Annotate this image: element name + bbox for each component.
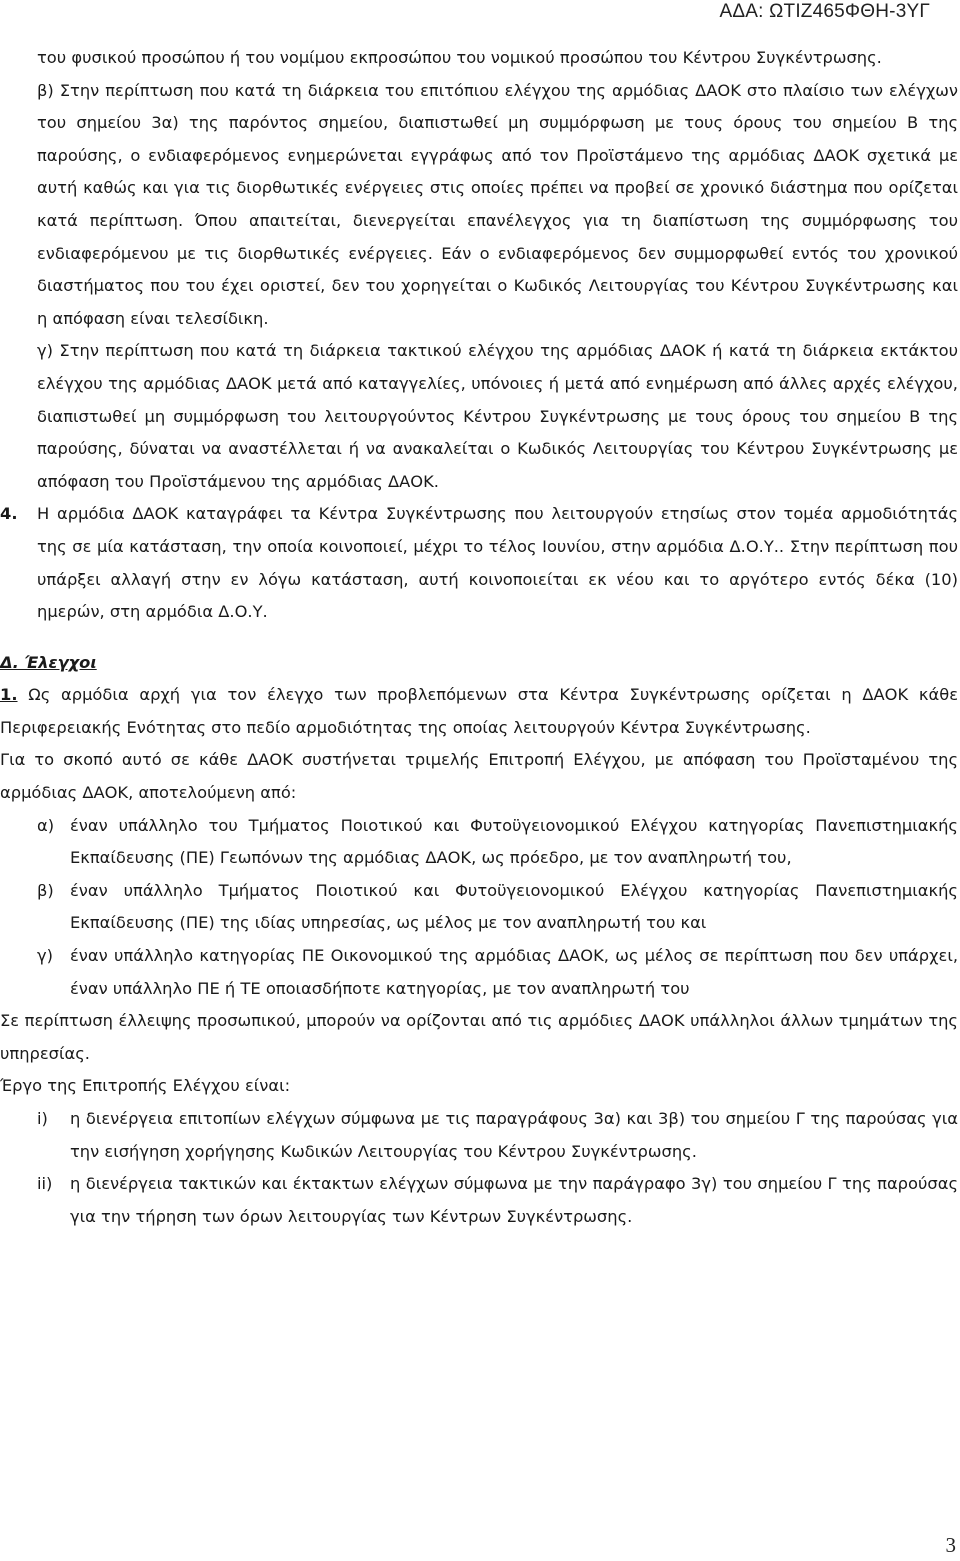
page-number: 3 xyxy=(945,1533,956,1557)
list-item-b xyxy=(0,875,958,940)
list-item-c-text: έναν υπάλληλο κατηγορίας ΠΕ Οικονομικού της αρμόδιας ΔΑΟΚ, ως μέλος σε περίπτωση που δεν υπάρχει, έναν υπάλληλο ΠΕ ή ΤΕ οποιασδήποτε κατηγορίας, με τον αναπληρωτή του xyxy=(70,946,958,998)
staff-paragraph: Σε περίπτωση έλλειψης προσωπικού, μπορούν να ορίζονται από τις αρμόδιες ΔΑΟΚ υπάλληλοι άλλων τμημάτων της υπηρεσίας. xyxy=(0,1011,958,1063)
duty-item-i-label: i) xyxy=(37,1109,48,1128)
list-item-c xyxy=(0,940,958,1005)
duties-intro: Έργο της Επιτροπής Ελέγχου είναι: xyxy=(0,1076,291,1096)
duty-item-i xyxy=(0,1103,958,1168)
section-heading: Δ. Έλεγχοι xyxy=(0,652,97,672)
duty-item-ii-text: η διενέργεια τακτικών και έκτακτων ελέγχων σύμφωνα με την παράγραφο 3γ) του σημείου Γ της παρούσας για την τήρηση των όρων λειτουργίας των Κέντρων Συγκέντρωσης. xyxy=(70,1174,958,1226)
duty-item-ii xyxy=(0,1168,958,1233)
list-item-b-label: β) xyxy=(37,880,54,900)
item-4-text: Η αρμόδια ΔΑΟΚ καταγράφει τα Κέντρα Συγκέντρωσης που λειτουργούν ετησίως στον τομέα αρμοδιότητάς της σε μία κατάσταση, την οποία κοινοποιεί, μέχρι το τέλος Ιουνίου, στην αρμόδια Δ.Ο.Υ.. Στην περίπτωση που υπάρξει αλλαγή στην εν λόγω κατάσταση, αυτή κοινοποιείται εκ νέου και το αργότερο εντός δέκα (10) ημερών, στη αρμόδια Δ.Ο.Υ. xyxy=(37,504,958,622)
paragraph-c: γ) Στην περίπτωση που κατά τη διάρκεια τακτικού ελέγχου της αρμόδιας ΔΑΟΚ ή κατά τη διάρκεια εκτάκτου ελέγχου της αρμόδιας ΔΑΟΚ μετά από καταγγελίες, υπόνοιες ή μετά από ενημέρωση από άλλες αρχές ελέγχου, διαπιστωθεί μη συμμόρφωση του λειτουργούντος Κέντρου Συγκέντρωσης με τους όρους του σημείου Β της παρούσης, δύναται να αναστέλλεται ή να ανακαλείται ο Κωδικός Λειτουργίας του Κέντρου Συγκέντρωσης με απόφαση του Προϊστάμενου της αρμόδιας ΔΑΟΚ. xyxy=(37,341,958,491)
duty-item-i-text: η διενέργεια επιτοπίων ελέγχων σύμφωνα με τις παραγράφους 3α) και 3β) του σημείου Γ της παρούσας για την εισήγηση χορήγησης Κωδικών Λειτουργίας του Κέντρου Συγκέντρωσης. xyxy=(70,1109,958,1161)
item-4 xyxy=(0,498,958,628)
document-body xyxy=(0,42,958,1233)
duty-item-ii-label: ii) xyxy=(37,1174,53,1194)
list-item-c-label: γ) xyxy=(37,946,53,966)
paragraph-b: β) Στην περίπτωση που κατά τη διάρκεια του επιτόπιου ελέγχου της αρμόδιας ΔΑΟΚ στο πλαίσιο των ελέγχων του σημείου 3α) της παρόντος σημείου, διαπιστωθεί μη συμμόρφωση με τους όρους του σημείου Β της παρούσης, ο ενδιαφερόμενος ενημερώνεται εγγράφως από τον Προϊστάμενο της αρμόδιας ΔΑΟΚ σχετικά με αυτή καθώς και για τις διορθωτικές ενέργειες στις οποίες πρέπει να προβεί σε χρονικό διάστημα που ορίζεται κατά περίπτωση. Όπου απαιτείται, διενεργείται επανέλεγχος για τη διαπίστωση της συμμόρφωσης του ενδιαφερόμενου με τις διορθωτικές ενέργειες. Εάν ο ενδιαφερόμενος δεν συμμορφωθεί εντός του χρονικού διαστήματος που του έχει οριστεί, δεν του χορηγείται ο Κωδικός Λειτουργίας του Κέντρου Συγκέντρωσης και η απόφαση είναι τελεσίδικη. xyxy=(37,80,958,328)
list-item-b-text: έναν υπάλληλο Τμήματος Ποιοτικού και Φυτοϋγειονομικού Ελέγχου κατηγορίας Πανεπιστημιακής Εκπαίδευσης (ΠΕ) της ιδίας υπηρεσίας, ως μέλος με τον αναπληρωτή του και xyxy=(70,880,958,933)
paragraph-continuation: του φυσικού προσώπου ή του νομίμου εκπροσώπου του νομικού προσώπου του Κέντρου Συγκέντρωσης. xyxy=(37,48,882,67)
section-d-item-1-text: Ως αρμόδια αρχή για τον έλεγχο των προβλεπόμενων στα Κέντρα Συγκέντρωσης ορίζεται η ΔΑΟΚ κάθε Περιφερειακής Ενότητας στο πεδίο αρμοδιότητας της οποίας λειτουργούν Κέντρα Συγκέντρωσης. xyxy=(0,685,958,737)
committee-paragraph: Για το σκοπό αυτό σε κάθε ΔΑΟΚ συστήνεται τριμελής Επιτροπή Ελέγχου, με απόφαση του Προϊσταμένου της αρμόδιας ΔΑΟΚ, αποτελούμενη από: xyxy=(0,750,958,803)
ada-code: ΑΔΑ: ΩΤΙΖ465ΦΘΗ-3ΥΓ xyxy=(719,1,930,22)
list-item-a xyxy=(0,810,958,875)
list-item-a-text: έναν υπάλληλο του Τμήματος Ποιοτικού και Φυτοϋγειονομικού Ελέγχου κατηγορίας Πανεπιστημιακής Εκπαίδευσης (ΠΕ) Γεωπόνων της αρμόδιας ΔΑΟΚ, ως πρόεδρο, με τον αναπληρωτή του, xyxy=(70,815,958,868)
list-item-a-label: α) xyxy=(37,815,55,835)
section-d-item-1 xyxy=(0,679,958,744)
item-4-number: 4. xyxy=(0,504,18,524)
section-d-item-1-number: 1. xyxy=(0,685,18,705)
